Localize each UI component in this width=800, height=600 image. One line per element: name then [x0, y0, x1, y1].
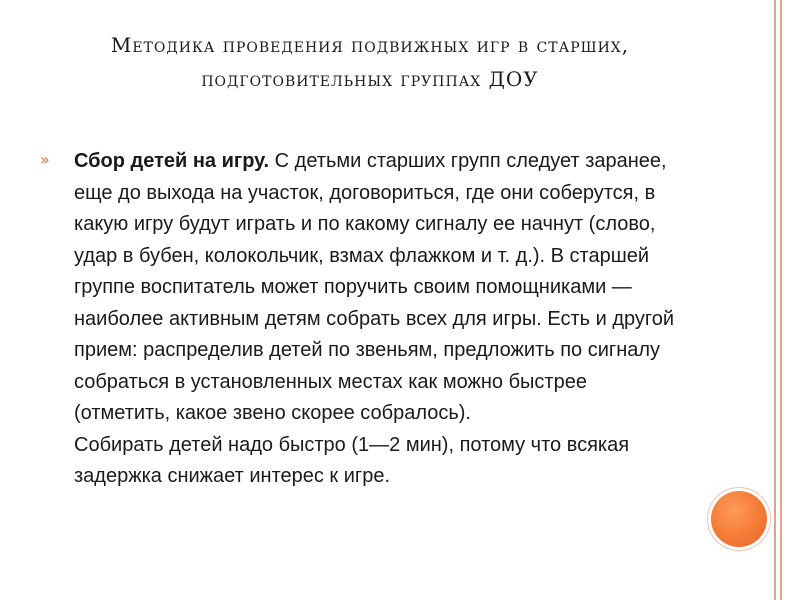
slide-content [40, 146, 680, 493]
side-line [774, 0, 776, 600]
bullet-paragraph [74, 146, 684, 493]
paragraph-lead: Сбор детей на игру. [74, 150, 270, 172]
side-line [780, 0, 782, 600]
paragraph-text: С детьми старших групп следует заранее, еще до выхода на участок, договориться, где они соберутся, в какую игру будут играть и по какому сигналу ее начнут (слово, удар в бубен, колокольчик, взмах флажком и т. д.). В старшей группе воспитатель может поручить своим помощниками — наиболее активным детям собрать всех для игры. Есть и другой прием: распределив детей по звеньям, предложить по сигналу собраться в установленных местах как можно быстрее (отметить, какое звено скорее собралось). [74, 150, 675, 424]
paragraph-followup: Собирать детей надо быстро (1—2 мин), потому что всякая задержка снижает интерес к игре. [74, 433, 630, 487]
chevron-right-icon: » [40, 150, 50, 169]
slide-title: Методика проведения подвижных игр в старших, подготовительных группах ДОУ [110, 33, 630, 91]
decorative-side-lines [774, 0, 784, 600]
decorative-circle [711, 491, 767, 547]
